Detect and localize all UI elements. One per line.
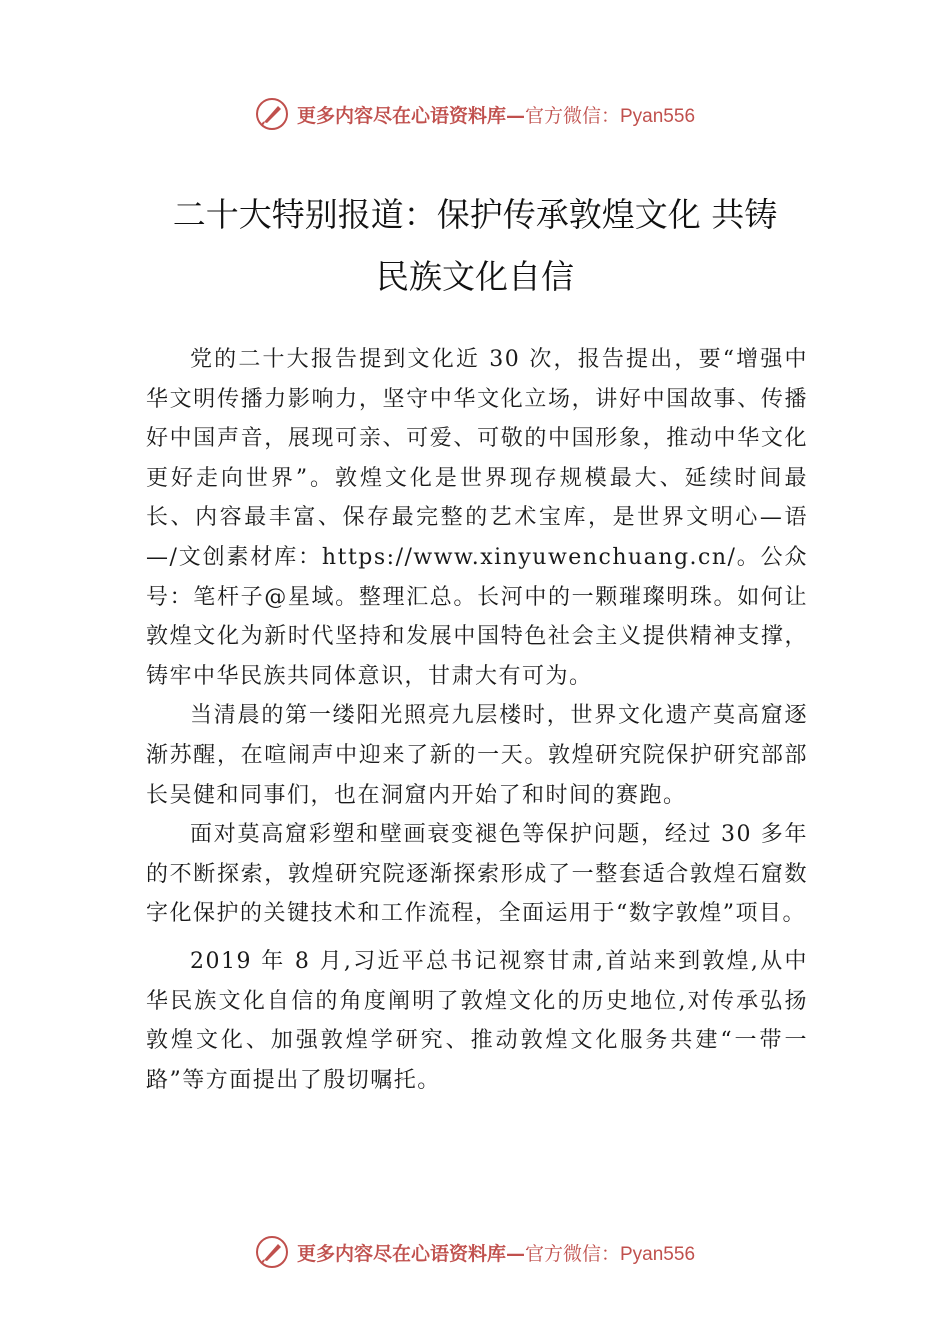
banner-text: 更多内容尽在心语资料库—官方微信：Pyan556	[296, 1242, 696, 1265]
paragraph: 当清晨的第一缕阳光照亮九层楼时，世界文化遗产莫高窟逐渐苏醒，在喧闹声中迎来了新的一天。敦煌研究院保护研究部部长吴健和同事们，也在洞窟内开始了和时间的赛跑。	[146, 703, 808, 808]
banner-text: 更多内容尽在心语资料库—官方微信：Pyan556	[296, 104, 696, 127]
paragraph: 2019 年 8 月,习近平总书记视察甘肃,首站来到敦煌,从中华民族文化自信的角度阐明了敦煌文化的历史地位,对传承弘扬敦煌文化、加强敦煌学研究、推动敦煌文化服务共建“一带一路”等方面提出了殷切嘱托。	[146, 948, 808, 1093]
header-banner	[0, 94, 950, 134]
paragraph: 党的二十大报告提到文化近 30 次，报告提出，要“增强中华文明传播力影响力，坚守中华文化立场，讲好中国故事、传播好中国声音，展现可亲、可爱、可敬的中国形象，推动中华文化更好走向世界”。敦煌文化是世界现存规模最大、延续时间最长、内容最丰富、保存最完整的艺术宝库，是世界文明心—语—/文创素材库：https://www.xinyuwenchuang.cn/。公众号：笔杆子@星域。整理汇总。长河中的一颗璀璨明珠。如何让敦煌文化为新时代坚持和发展中国特色社会主义提供精神支撑，铸牢中华民族共同体意识，甘肃大有可为。	[146, 347, 808, 689]
title-line-1: 二十大特别报道：保护传承敦煌文化 共铸	[172, 195, 778, 234]
title-line-2: 民族文化自信	[376, 257, 574, 296]
paragraph: 面对莫高窟彩塑和壁画衰变褪色等保护问题，经过 30 多年的不断探索，敦煌研究院逐渐探索形成了一整套适合敦煌石窟数字化保护的关键技术和工作流程，全面运用于“数字敦煌”项目。	[146, 822, 808, 927]
feather-pen-logo-icon	[255, 97, 289, 131]
article-title	[100, 184, 850, 308]
feather-pen-logo-icon	[255, 1235, 289, 1269]
footer-banner	[0, 1232, 950, 1272]
article-body	[146, 340, 808, 1100]
